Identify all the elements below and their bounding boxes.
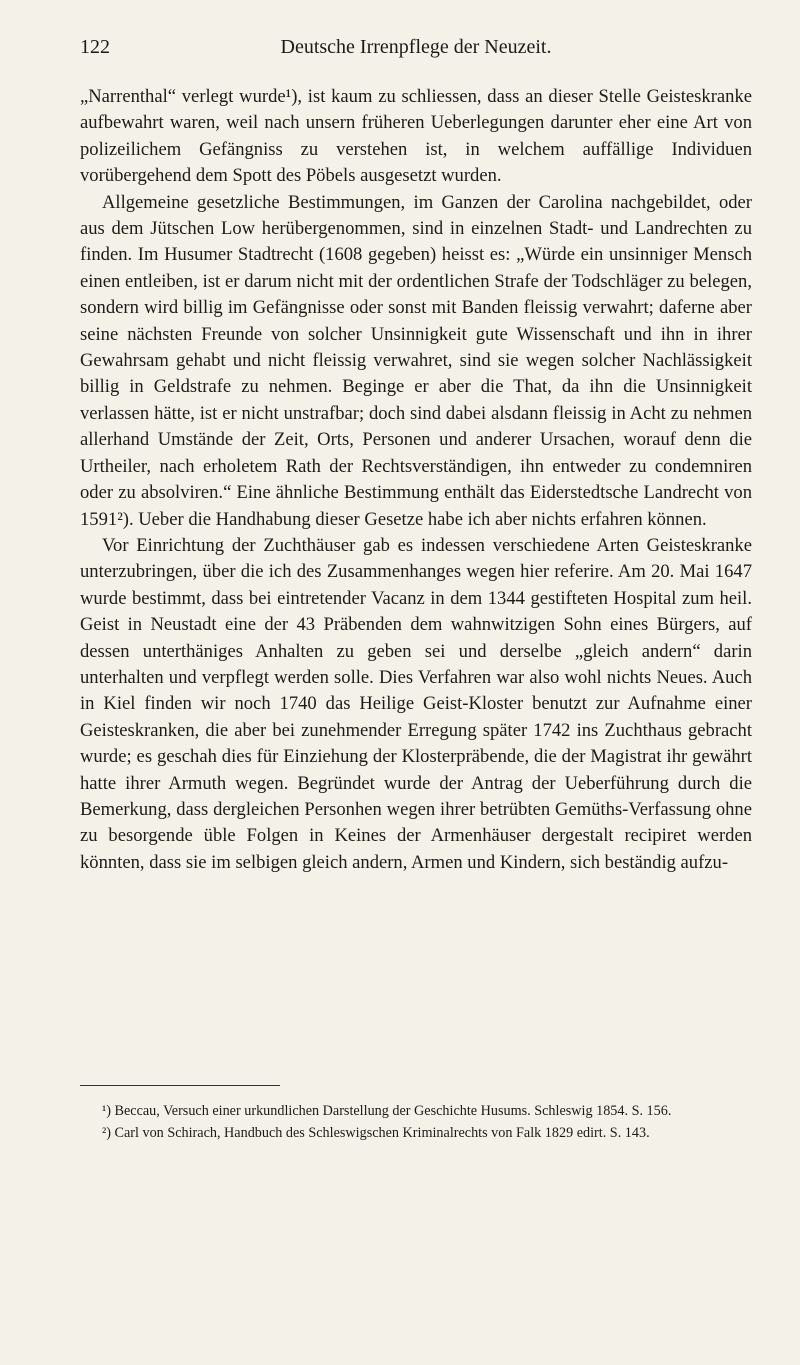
body-text <box>80 84 752 876</box>
paragraph-legal-provisions: Allgemeine gesetzliche Bestimmungen, im Ganzen der Carolina nachgebildet, oder aus dem Jütschen Low herübergenommen, sind in einzelnen Stadt- und Landrechten zu finden. Im Husumer Stadtrecht (1608 gegeben) heisst es: „Würde ein unsinniger Mensch einen entleiben, ist er darum nicht mit der ordentlichen Strafe der Todschläger zu belegen, sondern wird billig im Gefängnisse oder sonst mit Banden fleissig verwahrt; daferne aber seine nächsten Freunde von solcher Unsinnigkeit gute Wissenschaft und ihn in ihrer Gewahrsam gehabt und nicht fleissig verwahret, sind sie wegen solcher Nachlässigkeit billig in Geldstrafe zu nehmen. Beginge er aber die That, da ihn die Unsinnigkeit verlassen hätte, ist er nicht unstrafbar; doch sind dabei alsdann fleissig in Acht zu nehmen allerhand Umstände der Zeit, Orts, Personen und anderer Ursachen, worauf denn die Urtheiler, nach erholetem Rath der Rechtsverständigen, ihn entweder zu condemniren oder zu absolviren.“ Eine ähnliche Bestimmung enthält das Eiderstedtsche Landrecht von 1591²). Ueber die Handhabung dieser Gesetze habe ich aber nichts erfahren können. <box>80 191 752 530</box>
page-number: 122 <box>80 36 110 58</box>
paragraph-continuation: „Narrenthal“ verlegt wurde¹), ist kaum zu schliessen, dass an dieser Stelle Geisteskranke aufbewahrt waren, weil nach unsern früheren Ueberlegungen darunter eher eine Art von polizeilichem Gefängniss zu verstehen ist, in welchem auffällige Individuen vorübergehend dem Spott des Pöbels ausgesetzt wurden. <box>80 86 752 187</box>
running-title: Deutsche Irrenpflege der Neuzeit. <box>280 36 552 58</box>
paragraph-accommodation: Vor Einrichtung der Zuchthäuser gab es indessen verschiedene Arten Geisteskranke unterzubringen, über die ich des Zusammenhanges wegen hier referire. Am 20. Mai 1647 wurde bestimmt, dass bei eintretender Vacanz in dem 1344 gestifteten Hospital zum heil. Geist in Neustadt eine der 43 Präbenden dem wahnwitzigen Sohn eines Bürgers, auf dessen unterthäniges Anhalten zu geben sei und derselbe „gleich andern“ darin unterhalten und verpflegt werden solle. Dies Verfahren war also wohl nichts Neues. Auch in Kiel finden wir noch 1740 das Heilige Geist-Kloster benutzt zur Aufnahme einer Geisteskranken, die aber bei zunehmender Erregung später 1742 ins Zuchthaus gebracht wurde; es geschah dies für Einziehung der Klosterpräbende, die der Magistrat ihr gewährt hatte ihrer Armuth wegen. Begründet wurde der Antrag der Ueberführung durch die Bemerkung, dass dergleichen Personhen wegen ihrer betrübten Gemüths-Verfassung ohne zu besorgende üble Folgen in Keines der Armenhäuser dergestalt recipiret werden könnten, dass sie im selbigen gleich andern, Armen und Kindern, sich beständig aufzu- <box>80 534 752 873</box>
footnote-2: ²) Carl von Schirach, Handbuch des Schleswigschen Kriminalrechts von Falk 1829 edirt. S. 143. <box>102 1125 650 1141</box>
footnote-divider <box>80 1085 280 1086</box>
page-header <box>80 36 752 66</box>
footnotes <box>80 1100 752 1144</box>
footnote-1: ¹) Beccau, Versuch einer urkundlichen Darstellung der Geschichte Husums. Schleswig 1854. S. 156. <box>102 1103 672 1119</box>
